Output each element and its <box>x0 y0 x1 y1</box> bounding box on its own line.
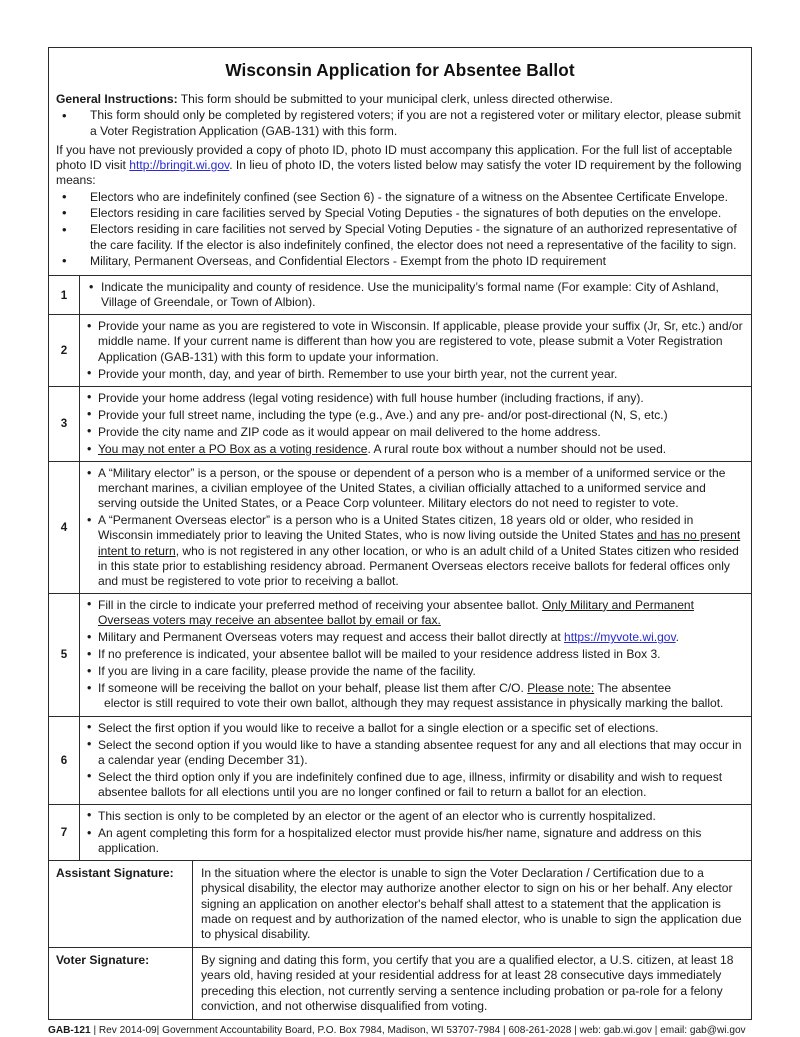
list-item: • This section is only to be completed by an elector or the agent of an elector who is currently hospitalized. <box>87 809 745 824</box>
section-body <box>80 315 751 385</box>
section-body <box>80 594 751 716</box>
list-item: • Electors residing in care facilities not served by Special Voting Deputies - the signature of an authorized representative of the care facility. If the elector is also indefinitely confined, the elector does not need a representative of the facility to sign. <box>56 222 744 253</box>
document-footer <box>48 1025 754 1037</box>
general-instructions-text: This form should be submitted to your municipal clerk, unless directed otherwise. <box>177 92 613 106</box>
general-instructions-label: General Instructions: <box>56 92 178 106</box>
list-item: • Provide your name as you are registered to vote in Wisconsin. If applicable, please provide your suffix (Jr, Sr, etc.) and/or middle name. If your current name is different than how you are registered to vote, please submit a Voter Registration Application (GAB-131) with this form to update your information. <box>87 319 745 364</box>
page-title: Wisconsin Application for Absentee Ballot <box>225 60 575 80</box>
section-bullet-list <box>87 319 745 381</box>
table-row <box>49 387 751 462</box>
footer-details: | Rev 2014-09| Government Accountability Board, P.O. Box 7984, Madison, WI 53707-7984 | 608-261-2028 | web: gab.wi.gov | email: gab@wi.gov <box>90 1025 746 1036</box>
table-row <box>49 276 751 315</box>
assistant-signature-text: In the situation where the elector is unable to sign the Voter Declaration / Certification due to a physical disability, the elector may authorize another elector to sign on his or her behalf. Any elector signing an application on another elector's behalf shall attest to a statement that the application is made on request and by authorization of the named elector, who is unable to sign the application due to physical disability. <box>201 866 742 942</box>
section-number: 7 <box>49 805 80 860</box>
list-item: • If no preference is indicated, your absentee ballot will be mailed to your residence address listed in Box 3. <box>87 647 745 662</box>
photo-id-paragraph <box>56 143 744 189</box>
list-item-underlined-lead: • You may not enter a PO Box as a voting residence. A rural route box without a number should not be used. <box>87 442 745 457</box>
list-item: • Provide your home address (legal voting residence) with full house humber (including fractions, if any). <box>87 391 745 406</box>
photo-id-text-after: . In lieu of photo ID, the voters listed below may satisfy the voter ID requirement by the following means: <box>56 158 742 188</box>
header-bullet-list <box>56 108 744 139</box>
table-row <box>49 805 751 861</box>
list-item: • An agent completing this form for a hospitalized elector must provide his/her name, signature and address on this application. <box>87 826 745 856</box>
section-bullet-list <box>87 466 745 589</box>
section-body <box>80 462 751 593</box>
voter-signature-text: By signing and dating this form, you certify that you are a qualified elector, a U.S. citizen, at least 18 years old, having resided at your residential address for at least 28 consecutive days immediately preceding this election, not currently serving a sentence including probation or pa-role for a felony conviction, and not otherwise disqualified from voting. <box>201 953 734 1013</box>
list-item: • A “Military elector” is a person, or the spouse or dependent of a person who is a member of a uniformed service or the merchant marines, a civilian employee of the United States, a civilian officially attached to a uniformed service and serving outside the United States, or a Peace Corp volunteer. Military electors do not need to register to vote. <box>87 466 745 511</box>
section-body <box>80 717 751 804</box>
list-item: • If you are living in a care facility, please provide the name of the facility. <box>87 664 745 679</box>
section-bullet-list <box>87 809 745 856</box>
section-number: 3 <box>49 387 80 461</box>
photo-id-bullet-list <box>56 190 744 269</box>
list-item: • Indicate the municipality and county of residence. Use the municipality’s formal name (For example: City of Ashland, Village of Greendale, or Town of Albion). <box>87 280 745 310</box>
form-id: GAB-121 <box>48 1025 91 1036</box>
myvote-wi-gov-link[interactable]: https://myvote.wi.gov <box>564 630 676 645</box>
section-bullet-list <box>87 280 745 310</box>
section-number: 5 <box>49 594 80 716</box>
list-item-with-link: • Military and Permanent Overseas voters may request and access their ballot directly at https://myvote.wi.gov. <box>87 630 745 645</box>
list-item: • Provide your month, day, and year of birth. Remember to use your birth year, not the current year. <box>87 367 745 382</box>
numbered-sections-table <box>49 275 751 1019</box>
section-number: 2 <box>49 315 80 385</box>
table-row <box>49 462 751 594</box>
list-item: • Provide your full street name, including the type (e.g., Ave.) and any pre- and/or post-directional (N, S, etc.) <box>87 408 745 423</box>
section-body <box>80 805 751 860</box>
section-bullet-list <box>87 598 745 712</box>
list-item-with-emphasis: • Fill in the circle to indicate your preferred method of receiving your absentee ballot. Only Military and Permanent Overseas voters may receive an absentee ballot by email or fax. <box>87 598 745 628</box>
section-body <box>80 276 751 314</box>
section-body <box>80 387 751 461</box>
continuation-line: elector is still required to vote their own ballot, although they may request assistance in physically marking the ballot. <box>104 696 724 711</box>
section-number: 4 <box>49 462 80 593</box>
assistant-signature-label: Assistant Signature: <box>49 861 193 947</box>
section-number: 6 <box>49 717 80 804</box>
military-overseas-emphasis: Only Military and Permanent Overseas voters may receive an absentee ballot by email or fax. <box>98 597 694 627</box>
list-item: • Provide the city name and ZIP code as it would appear on mail delivered to the home address. <box>87 425 745 440</box>
section-bullet-list <box>87 391 745 457</box>
please-note-emphasis: Please note: <box>527 681 595 696</box>
table-row <box>49 594 751 717</box>
voter-signature-row <box>49 948 751 1019</box>
section-bullet-list <box>87 721 745 800</box>
po-box-emphasis: You may not enter a PO Box as a voting residence <box>98 442 368 457</box>
table-row <box>49 315 751 386</box>
list-item: • Electors residing in care facilities served by Special Voting Deputies - the signatures of both deputies on the envelope. <box>56 206 744 221</box>
header-block <box>49 48 751 275</box>
list-item: • Select the first option if you would like to receive a ballot for a single election or a specific set of elections. <box>87 721 745 736</box>
table-row <box>49 717 751 805</box>
list-item: • This form should only be completed by registered voters; if you are not a registered voter or military elector, please submit a Voter Registration Application (GAB-131) with this form. <box>56 108 744 139</box>
assistant-signature-row <box>49 861 751 948</box>
list-item-with-emphasis: • If someone will be receiving the ballot on your behalf, please list them after C/O. Please note: The absentee elector is still required to vote their own ballot, although they may request assistance in physically marking the ballot. <box>87 681 745 711</box>
general-instructions-line <box>56 92 744 107</box>
voter-signature-label: Voter Signature: <box>49 948 193 1019</box>
list-item-with-emphasis: • A “Permanent Overseas elector” is a person who is a United States citizen, 18 years old or older, who resided in Wisconsin immediately prior to leaving the United States, who is now living outside the United States and has no present intent to return, who is not registered in any other location, or who is an adult child of a United States citizen who resided in this state prior to establishing residency abroad. Permanent Overseas electors receive ballots for federal offices only and must be registered to vote prior to receiving a ballot. <box>87 513 745 588</box>
list-item: • Military, Permanent Overseas, and Confidential Electors - Exempt from the photo ID requirement <box>56 254 744 269</box>
list-item: • Electors who are indefinitely confined (see Section 6) - the signature of a witness on the Absentee Certificate Envelope. <box>56 190 744 205</box>
intent-to-return-emphasis: and has no present intent to return <box>98 528 741 558</box>
bringit-wi-gov-link[interactable]: http://bringit.wi.gov <box>129 158 230 173</box>
list-item: • Select the second option if you would like to have a standing absentee request for any and all elections that may occur in a calendar year (ending December 31). <box>87 738 745 768</box>
section-number: 1 <box>49 276 80 314</box>
absentee-ballot-form <box>48 47 752 1020</box>
photo-id-text-before: If you have not previously provided a copy of photo ID, photo ID must accompany this application. For the full list of acceptable photo ID visit <box>56 142 733 173</box>
list-item: • Select the third option only if you are indefinitely confined due to age, illness, infirmity or disability and wish to request absentee ballots for all elections until you are no longer confined or fail to return a ballot for an election. <box>87 770 745 800</box>
